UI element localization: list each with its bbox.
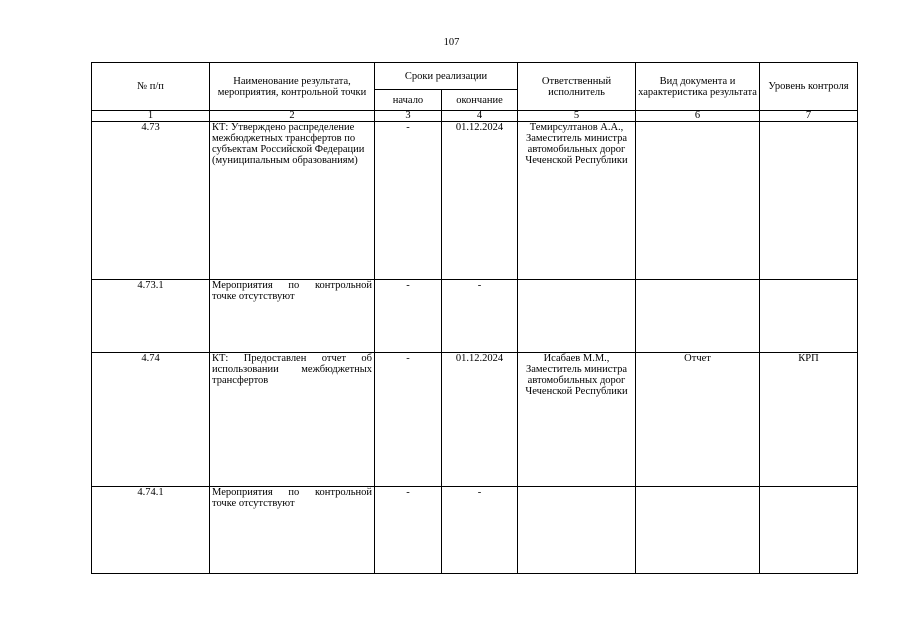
- row-start: -: [375, 487, 442, 574]
- row-doc-type: Отчет: [636, 353, 760, 487]
- row-start: -: [375, 280, 442, 353]
- table-row: [92, 122, 858, 280]
- row-end: 01.12.2024: [442, 353, 518, 487]
- row-name: КТ: Предоставлен отчет об использовании межбюджетных трансфертов: [210, 353, 375, 487]
- row-end: -: [442, 280, 518, 353]
- column-number: 1: [92, 111, 210, 122]
- row-num: 4.73.1: [92, 280, 210, 353]
- column-number: 2: [210, 111, 375, 122]
- column-number: 3: [375, 111, 442, 122]
- row-name: Мероприятия по контрольной точке отсутствуют: [210, 280, 375, 353]
- row-doc-type: [636, 487, 760, 574]
- row-responsible: Исабаев М.М., Заместитель министра автомобильных дорог Чеченской Республики: [518, 353, 636, 487]
- header-name: Наименование результата, мероприятия, контрольной точки: [210, 63, 375, 111]
- column-number-row: [92, 111, 858, 122]
- row-control: КРП: [760, 353, 858, 487]
- row-end: 01.12.2024: [442, 122, 518, 280]
- row-responsible: [518, 280, 636, 353]
- results-table: [91, 62, 858, 574]
- row-responsible: [518, 487, 636, 574]
- header-responsible: Ответственный исполнитель: [518, 63, 636, 111]
- row-name: КТ: Утверждено распределение межбюджетных трансфертов по субъектам Российской Федерации (муниципальным образованиям): [210, 122, 375, 280]
- row-start: -: [375, 122, 442, 280]
- row-end: -: [442, 487, 518, 574]
- row-doc-type: [636, 280, 760, 353]
- header-doc-type: Вид документа и характеристика результата: [636, 63, 760, 111]
- row-doc-type: [636, 122, 760, 280]
- column-number: 5: [518, 111, 636, 122]
- row-num: 4.74.1: [92, 487, 210, 574]
- column-number: 4: [442, 111, 518, 122]
- page-number: 107: [443, 37, 460, 48]
- row-start: -: [375, 353, 442, 487]
- row-num: 4.73: [92, 122, 210, 280]
- row-control: [760, 122, 858, 280]
- table-row: [92, 487, 858, 574]
- column-number: 6: [636, 111, 760, 122]
- row-num: 4.74: [92, 353, 210, 487]
- header-end: окончание: [442, 90, 518, 111]
- header-control: Уровень контроля: [760, 63, 858, 111]
- table-row: [92, 280, 858, 353]
- row-control: [760, 487, 858, 574]
- row-control: [760, 280, 858, 353]
- header-start: начало: [375, 90, 442, 111]
- header-terms: Сроки реализации: [375, 63, 518, 90]
- column-number: 7: [760, 111, 858, 122]
- row-name: Мероприятия по контрольной точке отсутствуют: [210, 487, 375, 574]
- table-row: [92, 353, 858, 487]
- row-responsible: Темирсултанов А.А., Заместитель министра автомобильных дорог Чеченской Республики: [518, 122, 636, 280]
- header-num: № п/п: [92, 63, 210, 111]
